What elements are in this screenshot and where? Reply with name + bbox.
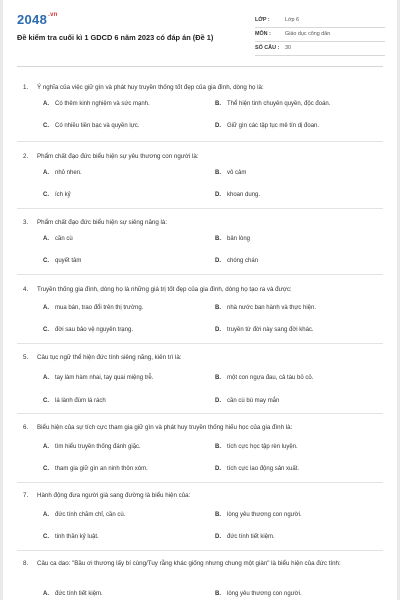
option-a[interactable] bbox=[43, 375, 153, 381]
option-c[interactable] bbox=[43, 258, 81, 264]
info-key: SỐ CÂU : bbox=[255, 45, 280, 51]
option-text: Có nhiều tiền bạc và quyền lực. bbox=[55, 123, 140, 129]
option-text: tích cực học tập rèn luyện. bbox=[227, 444, 298, 450]
question-divider bbox=[17, 413, 383, 414]
option-text: cần cù bù may mắn bbox=[227, 398, 280, 404]
question-text bbox=[23, 354, 373, 363]
question-divider bbox=[17, 208, 383, 209]
option-letter: D. bbox=[215, 192, 221, 198]
question-text bbox=[23, 84, 373, 93]
option-d[interactable] bbox=[215, 192, 260, 198]
option-b[interactable] bbox=[215, 591, 302, 597]
question-divider bbox=[17, 482, 383, 483]
option-letter: D. bbox=[215, 258, 221, 264]
option-text: lá lành đùm lá rách bbox=[55, 398, 106, 404]
option-text: lòng yêu thương con người. bbox=[227, 512, 302, 518]
option-text: đức tính tiết kiệm. bbox=[55, 591, 103, 597]
option-b[interactable] bbox=[215, 305, 316, 311]
exam-header bbox=[3, 0, 397, 62]
option-text: Giữ gìn các tập tục mê tín dị đoan. bbox=[227, 123, 320, 129]
info-row-class bbox=[255, 14, 385, 28]
question-number: 2. bbox=[23, 153, 29, 160]
option-letter: A. bbox=[43, 101, 49, 107]
option-text: bản lòng bbox=[227, 236, 251, 242]
question-body: Câu ca dao: "Bầu ơi thương lấy bí cùng/Tuy rằng khác giống nhưng chung một giàn" là biểu hiện của đức tính: bbox=[37, 560, 341, 567]
option-letter: C. bbox=[43, 327, 49, 333]
option-letter: C. bbox=[43, 398, 49, 404]
option-letter: B. bbox=[215, 101, 221, 107]
question-number: 4. bbox=[23, 286, 29, 293]
option-d[interactable] bbox=[215, 466, 299, 472]
option-c[interactable] bbox=[43, 327, 133, 333]
option-b[interactable] bbox=[215, 444, 298, 450]
option-text: tinh thần kỷ luật. bbox=[55, 534, 99, 540]
info-value: 30 bbox=[285, 45, 291, 51]
option-letter: A. bbox=[43, 375, 49, 381]
option-text: tham gia giữ gìn an ninh thôn xóm. bbox=[55, 466, 148, 472]
option-c[interactable] bbox=[43, 192, 71, 198]
option-text: nhà nước ban hành và thực hiện. bbox=[227, 305, 317, 311]
option-letter: D. bbox=[215, 534, 221, 540]
question-text bbox=[23, 153, 373, 162]
option-text: tay làm hàm nhai, tay quai miệng trễ. bbox=[55, 375, 154, 381]
option-letter: B. bbox=[215, 591, 221, 597]
question-number: 7. bbox=[23, 492, 29, 499]
option-a[interactable] bbox=[43, 305, 143, 311]
info-row-count bbox=[255, 42, 385, 56]
option-text: quyết tâm bbox=[55, 258, 82, 264]
option-letter: B. bbox=[215, 170, 221, 176]
option-a[interactable] bbox=[43, 101, 150, 107]
question-body: Biểu hiện của sự tích cực tham gia giữ gìn và phát huy truyền thống hiếu học của gia đình là: bbox=[37, 424, 293, 431]
question-body: Phẩm chất đạo đức biểu hiện sự siêng năng là: bbox=[37, 219, 168, 226]
option-letter: C. bbox=[43, 123, 49, 129]
option-d[interactable] bbox=[215, 258, 258, 264]
option-b[interactable] bbox=[215, 101, 330, 107]
question-text bbox=[23, 286, 373, 295]
option-letter: D. bbox=[215, 327, 221, 333]
question-text bbox=[23, 492, 373, 501]
option-text: tích cực lao động sản xuất. bbox=[227, 466, 300, 472]
option-letter: B. bbox=[215, 444, 221, 450]
option-letter: A. bbox=[43, 236, 49, 242]
exam-sheet bbox=[3, 0, 397, 600]
option-letter: D. bbox=[215, 398, 221, 404]
option-letter: D. bbox=[215, 123, 221, 129]
option-text: đức tính tiết kiệm. bbox=[227, 534, 275, 540]
option-letter: C. bbox=[43, 534, 49, 540]
question-body: Phẩm chất đạo đức biểu hiện sự yêu thương con người là: bbox=[37, 153, 199, 160]
header-divider bbox=[17, 66, 383, 67]
option-text: mua bán, trao đổi trên thị trường. bbox=[55, 305, 144, 311]
option-c[interactable] bbox=[43, 123, 139, 129]
question-body: Truyền thống gia đình, dòng họ là những giá trị tốt đẹp của gia đình, dòng họ tạo ra và được: bbox=[37, 286, 292, 293]
option-c[interactable] bbox=[43, 466, 148, 472]
option-letter: A. bbox=[43, 170, 49, 176]
question-number: 6. bbox=[23, 424, 29, 431]
option-a[interactable] bbox=[43, 236, 73, 242]
info-value: Lớp 6 bbox=[285, 17, 300, 23]
option-text: cần cù bbox=[55, 236, 73, 242]
option-text: ích kỷ bbox=[55, 192, 71, 198]
info-key: LỚP : bbox=[255, 17, 270, 23]
option-a[interactable] bbox=[43, 512, 125, 518]
question-divider bbox=[17, 343, 383, 344]
option-text: tìm hiểu truyền thống đánh giặc. bbox=[55, 444, 141, 450]
question-number: 1. bbox=[23, 84, 29, 91]
option-text: truyền từ đời này sang đời khác. bbox=[227, 327, 314, 333]
option-d[interactable] bbox=[215, 123, 319, 129]
option-c[interactable] bbox=[43, 398, 106, 404]
question-text bbox=[23, 219, 373, 228]
option-letter: A. bbox=[43, 305, 49, 311]
option-b[interactable] bbox=[215, 512, 302, 518]
option-text: vô cảm bbox=[227, 170, 247, 176]
option-text: Thể hiện tinh chuyên quyền, độc đoán. bbox=[227, 101, 331, 107]
question-number: 8. bbox=[23, 560, 29, 567]
option-a[interactable] bbox=[43, 591, 103, 597]
question-body: Ý nghĩa của việc giữ gìn và phát huy truyền thống tốt đẹp của gia đình, dòng họ là: bbox=[37, 84, 264, 91]
option-letter: A. bbox=[43, 444, 49, 450]
question-number: 3. bbox=[23, 219, 29, 226]
option-text: lòng yêu thương con người. bbox=[227, 591, 302, 597]
option-text: đời sau bảo vệ nguyên trạng. bbox=[55, 327, 133, 333]
option-text: đức tính chăm chỉ, cần cù. bbox=[55, 512, 126, 518]
option-a[interactable] bbox=[43, 444, 141, 450]
option-text: một con ngựa đau, cả tàu bỏ cỏ. bbox=[227, 375, 314, 381]
option-letter: A. bbox=[43, 512, 49, 518]
question-number: 5. bbox=[23, 354, 29, 361]
option-letter: D. bbox=[215, 466, 221, 472]
question-text bbox=[23, 424, 373, 433]
option-c[interactable] bbox=[43, 534, 99, 540]
option-letter: B. bbox=[215, 236, 221, 242]
question-body: Câu tục ngữ thể hiện đức tính siêng năng, kiên trì là: bbox=[37, 354, 182, 361]
option-letter: A. bbox=[43, 591, 49, 597]
option-text: chóng chán bbox=[227, 258, 259, 264]
option-a[interactable] bbox=[43, 170, 82, 176]
option-d[interactable] bbox=[215, 398, 279, 404]
option-letter: C. bbox=[43, 466, 49, 472]
option-letter: C. bbox=[43, 192, 49, 198]
question-body: Hành động đưa người già sang đường là biểu hiện của: bbox=[37, 492, 191, 499]
option-b[interactable] bbox=[215, 170, 246, 176]
option-text: nhỏ nhen. bbox=[55, 170, 82, 176]
option-letter: B. bbox=[215, 305, 221, 311]
site-logo[interactable]: $2048^{.vn}$ bbox=[17, 12, 58, 27]
info-row-subject bbox=[255, 28, 385, 42]
exam-title: Đề kiểm tra cuối kì 1 GDCD 6 năm 2023 có đáp án (Đề 1) bbox=[17, 33, 214, 42]
info-value: Giáo dục công dân bbox=[285, 31, 331, 37]
info-key: MÔN : bbox=[255, 31, 271, 37]
option-letter: B. bbox=[215, 512, 221, 518]
option-b[interactable] bbox=[215, 236, 250, 242]
option-b[interactable] bbox=[215, 375, 313, 381]
question-text bbox=[23, 560, 363, 569]
option-text: Có thêm kinh nghiệm và sức mạnh. bbox=[55, 101, 150, 107]
option-letter: B. bbox=[215, 375, 221, 381]
question-divider bbox=[17, 274, 383, 275]
option-text: khoan dung. bbox=[227, 192, 261, 198]
option-letter: C. bbox=[43, 258, 49, 264]
option-d[interactable] bbox=[215, 534, 275, 540]
question-divider bbox=[17, 141, 383, 142]
option-d[interactable] bbox=[215, 327, 314, 333]
question-divider bbox=[17, 550, 383, 551]
